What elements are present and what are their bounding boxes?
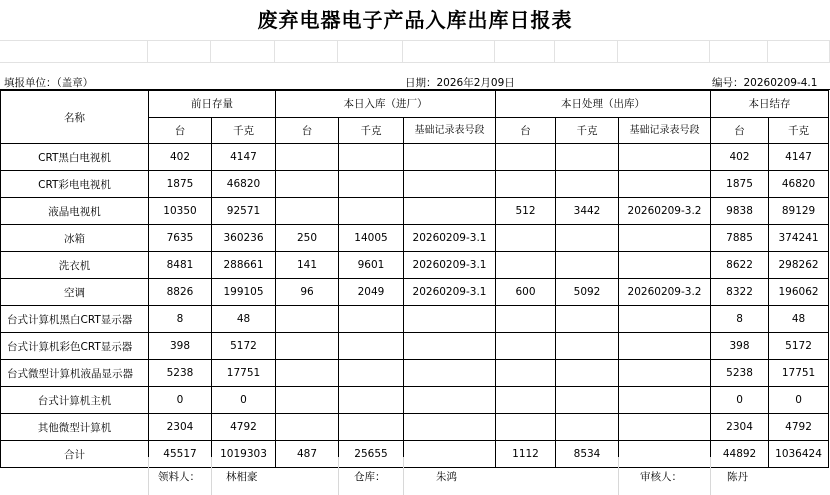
in-kg-cell (339, 198, 404, 225)
bal-kg-cell: 5172 (769, 333, 829, 360)
bal-kg-cell: 48 (769, 306, 829, 333)
table-row (1, 279, 829, 306)
in-kg-cell (339, 306, 404, 333)
subheader-bal-units: 台 (711, 117, 769, 144)
bal-units-cell: 8622 (711, 252, 769, 279)
prev-kg-cell: 288661 (212, 252, 276, 279)
out-record-cell (619, 414, 711, 441)
warehouse-label: 仓库： (354, 471, 386, 483)
prev-kg-cell: 0 (212, 387, 276, 414)
bal-units-cell: 5238 (711, 360, 769, 387)
out-units-cell (496, 306, 556, 333)
out-record-cell (619, 252, 711, 279)
report-date: 日期：2026年2月09日 (405, 77, 515, 89)
report-title: 废弃电器电子产品入库出库日报表 (257, 8, 573, 32)
bal-kg-cell: 17751 (769, 360, 829, 387)
out-kg-cell: 5092 (556, 279, 619, 306)
subheader-in-record: 基础记录表号段 (404, 117, 496, 144)
prev-kg-cell: 46820 (212, 171, 276, 198)
subheader-prev-kg: 千克 (212, 117, 276, 144)
subheader-out-kg: 千克 (556, 117, 619, 144)
prev-kg-cell: 4792 (212, 414, 276, 441)
prev-units-cell: 45517 (149, 441, 212, 468)
row-name-cell: 合计 (1, 441, 149, 468)
out-record-cell (619, 171, 711, 198)
out-record-cell (619, 225, 711, 252)
bal-kg-cell: 4147 (769, 144, 829, 171)
out-units-cell (496, 252, 556, 279)
table-row (1, 225, 829, 252)
bal-kg-cell: 0 (769, 387, 829, 414)
in-kg-cell: 25655 (339, 441, 404, 468)
prev-units-cell: 5238 (149, 360, 212, 387)
subheader-out-record: 基础记录表号段 (619, 117, 711, 144)
table-row (1, 360, 829, 387)
in-units-cell (276, 333, 339, 360)
out-units-cell (496, 414, 556, 441)
header-balance: 本日结存 (711, 91, 829, 118)
bal-units-cell: 7885 (711, 225, 769, 252)
bal-units-cell: 1875 (711, 171, 769, 198)
out-units-cell (496, 387, 556, 414)
out-kg-cell (556, 414, 619, 441)
header-inbound: 本日入库（进厂） (276, 91, 496, 118)
prev-kg-cell: 4147 (212, 144, 276, 171)
in-record-cell (404, 360, 496, 387)
subheader-prev-units: 台 (149, 117, 212, 144)
prev-units-cell: 8826 (149, 279, 212, 306)
out-kg-cell (556, 225, 619, 252)
out-units-cell: 512 (496, 198, 556, 225)
in-units-cell (276, 198, 339, 225)
in-units-cell: 250 (276, 225, 339, 252)
in-kg-cell: 9601 (339, 252, 404, 279)
out-units-cell (496, 144, 556, 171)
out-record-cell (619, 306, 711, 333)
in-kg-cell: 2049 (339, 279, 404, 306)
table-row (1, 387, 829, 414)
row-name-cell: 冰箱 (1, 225, 149, 252)
out-kg-cell (556, 387, 619, 414)
in-record-cell (404, 333, 496, 360)
subheader-in-units: 台 (276, 117, 339, 144)
subheader-bal-kg: 千克 (769, 117, 829, 144)
in-units-cell (276, 306, 339, 333)
prev-units-cell: 7635 (149, 225, 212, 252)
out-record-cell: 20260209-3.2 (619, 279, 711, 306)
row-name-cell: 台式微型计算机液晶显示器 (1, 360, 149, 387)
out-kg-cell: 8534 (556, 441, 619, 468)
prev-kg-cell: 360236 (212, 225, 276, 252)
in-record-cell (404, 387, 496, 414)
spacer-row (0, 40, 830, 62)
bal-kg-cell: 46820 (769, 171, 829, 198)
in-kg-cell (339, 333, 404, 360)
out-units-cell: 1112 (496, 441, 556, 468)
in-kg-cell (339, 171, 404, 198)
in-kg-cell (339, 414, 404, 441)
bal-kg-cell: 89129 (769, 198, 829, 225)
table-row (1, 306, 829, 333)
prev-kg-cell: 92571 (212, 198, 276, 225)
in-units-cell (276, 414, 339, 441)
table-row (1, 252, 829, 279)
in-record-cell (404, 306, 496, 333)
table-row (1, 414, 829, 441)
table-row (1, 171, 829, 198)
in-kg-cell (339, 387, 404, 414)
bal-units-cell: 8 (711, 306, 769, 333)
row-name-cell: 空调 (1, 279, 149, 306)
header-processed: 本日处理（出库） (496, 91, 711, 118)
in-kg-cell (339, 360, 404, 387)
in-record-cell (404, 414, 496, 441)
table-row (1, 333, 829, 360)
row-name-cell: 其他微型计算机 (1, 414, 149, 441)
in-record-cell: 20260209-3.1 (404, 279, 496, 306)
in-units-cell: 96 (276, 279, 339, 306)
row-name-cell: 洗衣机 (1, 252, 149, 279)
out-units-cell (496, 171, 556, 198)
header-prev-stock: 前日存量 (149, 91, 276, 118)
reviewer-name: 陈丹 (727, 471, 748, 483)
out-record-cell (619, 360, 711, 387)
bal-kg-cell: 1036424 (769, 441, 829, 468)
out-kg-cell (556, 171, 619, 198)
reviewer-label: 审核人： (640, 471, 682, 483)
bal-units-cell: 9838 (711, 198, 769, 225)
out-units-cell: 600 (496, 279, 556, 306)
out-record-cell: 20260209-3.2 (619, 198, 711, 225)
table-row (1, 198, 829, 225)
row-name-cell: CRT黑白电视机 (1, 144, 149, 171)
in-kg-cell: 14005 (339, 225, 404, 252)
prev-kg-cell: 48 (212, 306, 276, 333)
table-row (1, 144, 829, 171)
info-row (0, 62, 830, 90)
out-record-cell (619, 333, 711, 360)
prev-kg-cell: 1019303 (212, 441, 276, 468)
receiver-label: 领料人： (158, 471, 200, 483)
out-kg-cell (556, 333, 619, 360)
out-units-cell (496, 225, 556, 252)
in-record-cell (404, 144, 496, 171)
in-units-cell (276, 171, 339, 198)
header-name: 名称 (1, 91, 149, 144)
prev-units-cell: 0 (149, 387, 212, 414)
receiver-name: 林相豪 (226, 471, 258, 483)
bal-units-cell: 398 (711, 333, 769, 360)
in-units-cell (276, 387, 339, 414)
row-name-cell: 台式计算机主机 (1, 387, 149, 414)
row-name-cell: 台式计算机彩色CRT显示器 (1, 333, 149, 360)
prev-units-cell: 1875 (149, 171, 212, 198)
prev-units-cell: 10350 (149, 198, 212, 225)
prev-kg-cell: 5172 (212, 333, 276, 360)
prev-kg-cell: 17751 (212, 360, 276, 387)
in-record-cell (404, 171, 496, 198)
signature-footer (0, 457, 830, 495)
report-serial: 编号：20260209-4.1 (712, 77, 818, 89)
bal-kg-cell: 196062 (769, 279, 829, 306)
subheader-in-kg: 千克 (339, 117, 404, 144)
prev-units-cell: 402 (149, 144, 212, 171)
prev-units-cell: 8 (149, 306, 212, 333)
bal-units-cell: 402 (711, 144, 769, 171)
out-kg-cell (556, 360, 619, 387)
prev-units-cell: 398 (149, 333, 212, 360)
prev-units-cell: 2304 (149, 414, 212, 441)
row-name-cell: CRT彩电电视机 (1, 171, 149, 198)
in-units-cell (276, 360, 339, 387)
subheader-out-units: 台 (496, 117, 556, 144)
bal-units-cell: 44892 (711, 441, 769, 468)
out-kg-cell (556, 306, 619, 333)
report-table (0, 90, 829, 468)
in-units-cell (276, 144, 339, 171)
reporting-unit: 填报单位：（盖章） (4, 77, 94, 89)
out-kg-cell: 3442 (556, 198, 619, 225)
in-record-cell: 20260209-3.1 (404, 252, 496, 279)
bal-units-cell: 0 (711, 387, 769, 414)
in-units-cell: 141 (276, 252, 339, 279)
in-units-cell: 487 (276, 441, 339, 468)
bal-kg-cell: 298262 (769, 252, 829, 279)
out-record-cell (619, 144, 711, 171)
prev-kg-cell: 199105 (212, 279, 276, 306)
in-kg-cell (339, 144, 404, 171)
in-record-cell: 20260209-3.1 (404, 225, 496, 252)
out-kg-cell (556, 144, 619, 171)
bal-kg-cell: 4792 (769, 414, 829, 441)
out-units-cell (496, 360, 556, 387)
out-units-cell (496, 333, 556, 360)
warehouse-name: 朱鸿 (436, 471, 457, 483)
bal-units-cell: 2304 (711, 414, 769, 441)
bal-units-cell: 8322 (711, 279, 769, 306)
in-record-cell (404, 198, 496, 225)
bal-kg-cell: 374241 (769, 225, 829, 252)
row-name-cell: 液晶电视机 (1, 198, 149, 225)
out-kg-cell (556, 252, 619, 279)
row-name-cell: 台式计算机黑白CRT显示器 (1, 306, 149, 333)
prev-units-cell: 8481 (149, 252, 212, 279)
out-record-cell (619, 387, 711, 414)
